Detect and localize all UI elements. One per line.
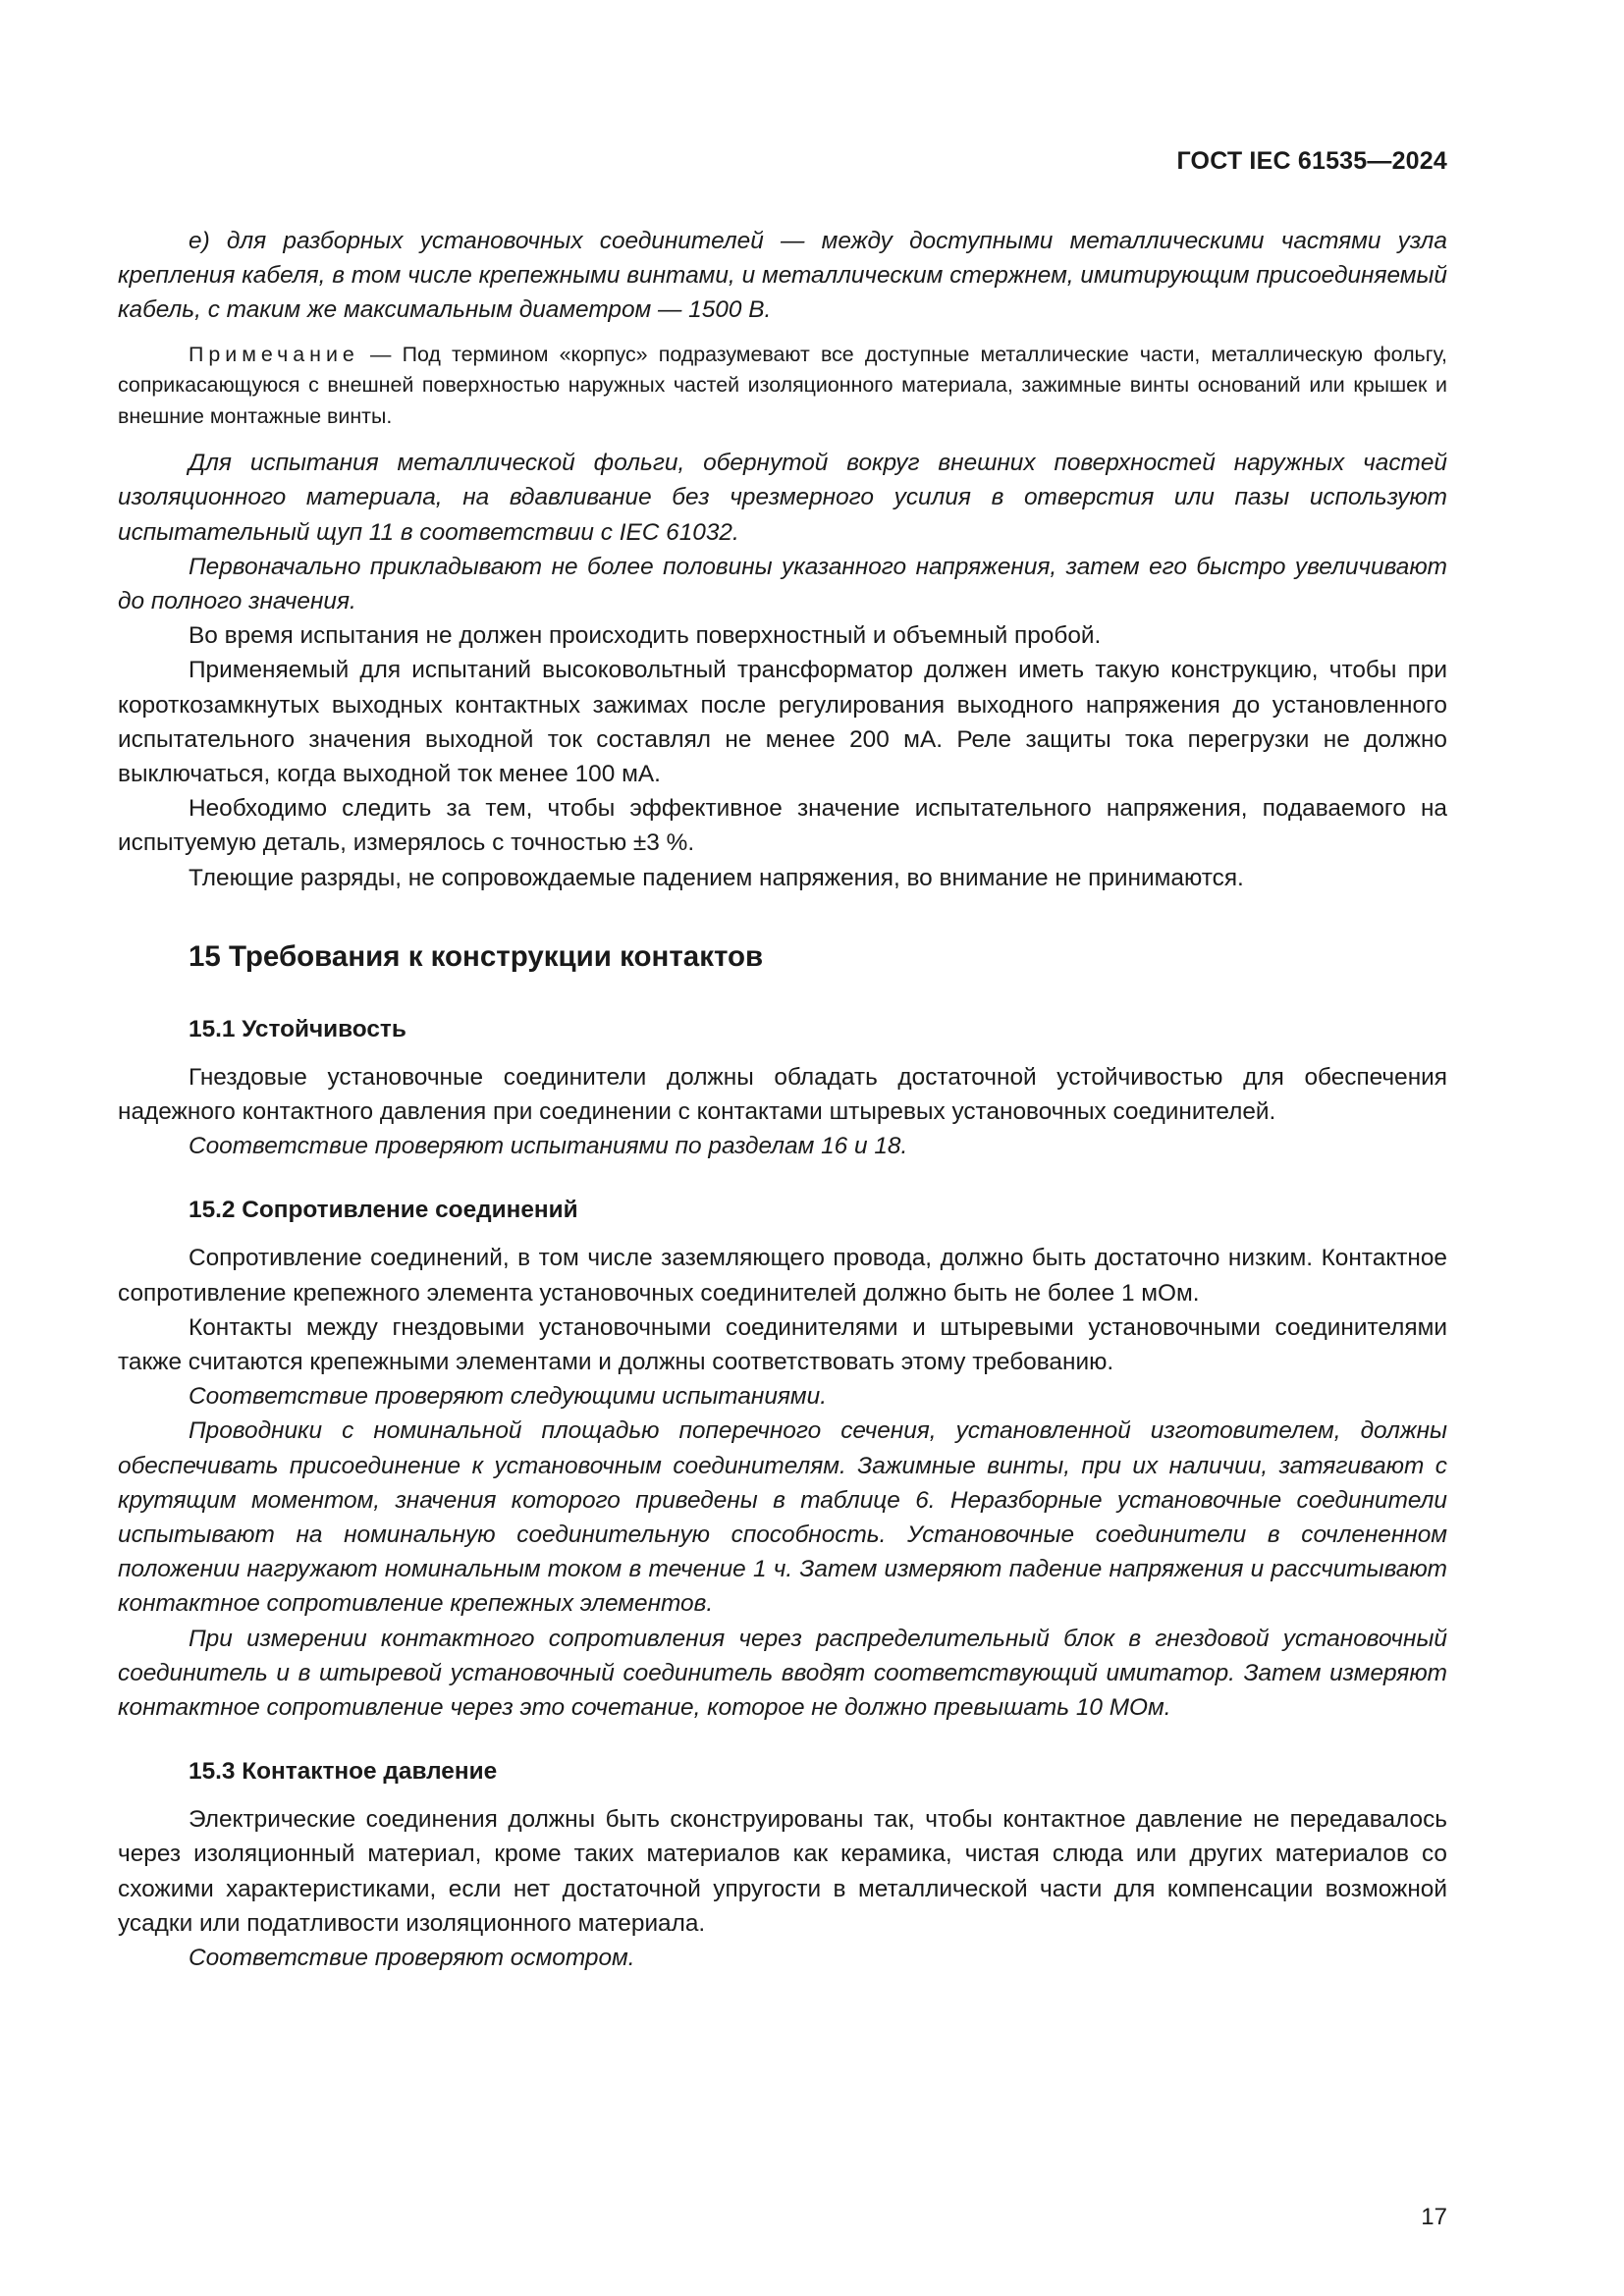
- paragraph-resistance: Сопротивление соединений, в том числе заземляющего провода, должно быть достаточно низким. Контактное сопротивление крепежного элемента установочных соединителей должно быть не более 1 мОм.: [118, 1245, 1447, 1307]
- page-content: [118, 224, 1447, 1975]
- paragraph-stability: Гнездовые установочные соединители должны обладать достаточной устойчивостью для обеспечения надежного контактного давления при соединении с контактами штыревых установочных соединителей.: [118, 1063, 1447, 1125]
- paragraph-foil-test: Для испытания металлической фольги, обернутой вокруг внешних поверхностей наружных частей изоляционного материала, на вдавливание без чрезмерного усилия в отверстия или пазы используют испытательный щуп 11 в соответствии с IEC 61032.: [118, 450, 1447, 546]
- page-number: 17: [1421, 2204, 1447, 2230]
- note-label: Примечание: [189, 342, 359, 366]
- section-heading-15: 15 Требования к конструкции контактов: [189, 939, 764, 973]
- paragraph-transformer: Применяемый для испытаний высоковольтный трансформатор должен иметь такую конструкцию, чтобы при короткозамкнутых выходных контактных зажимах после регулирования выходного напряжения до установленного испытательного значения выходной ток составлял не менее 200 мА. Реле защиты тока перегрузки не должно выключаться, когда выходной ток менее 100 мА.: [118, 657, 1447, 787]
- paragraph-accuracy: Необходимо следить за тем, чтобы эффективное значение испытательного напряжения, подаваемого на испытуемую деталь, измерялось с точностью ±3 %.: [118, 795, 1447, 857]
- paragraph-no-breakdown: Во время испытания не должен происходить поверхностный и объемный пробой.: [189, 622, 1102, 650]
- note-paragraph: [118, 340, 1447, 433]
- paragraph-item-e: е) для разборных установочных соединителей — между доступными металлическими частями узла крепления кабеля, в том числе крепежными винтами, и металлическим стержнем, имитирующим присоединяемый кабель, с таким же максимальным диаметром — 1500 В.: [118, 228, 1447, 324]
- paragraph-distribution-block: При измерении контактного сопротивления через распределительный блок в гнездовой установочный соединитель и в штыревой установочный соединитель вводят соответствующий имитатор. Затем измеряют контактное сопротивление через это сочетание, которое не должно превышать 10 МОм.: [118, 1625, 1447, 1721]
- paragraph-contacts-fastening: Контакты между гнездовыми установочными соединителями и штыревыми установочными соединителями также считаются крепежными элементами и должны соответствовать этому требованию.: [118, 1313, 1447, 1375]
- subsection-heading-15-2: 15.2 Сопротивление соединений: [189, 1197, 578, 1224]
- subsection-heading-15-1: 15.1 Устойчивость: [189, 1015, 406, 1042]
- document-id-header: ГОСТ IEC 61535—2024: [1176, 147, 1447, 175]
- paragraph-contact-pressure: Электрические соединения должны быть сконструированы так, чтобы контактное давление не передавалось через изоляционный материал, кроме таких материалов как керамика, чистая слюда или других материалов со схожими характеристиками, если нет достаточной упругости в металлической части для компенсации возможной усадки или податливости изоляционного материала.: [118, 1806, 1447, 1937]
- paragraph-compliance-16-18: Соответствие проверяют испытаниями по разделам 16 и 18.: [189, 1133, 908, 1160]
- paragraph-voltage-apply: Первоначально прикладывают не более половины указанного напряжения, затем его быстро увеличивают до полного значения.: [118, 553, 1447, 614]
- paragraph-compliance-inspection: Соответствие проверяют осмотром.: [189, 1945, 635, 1972]
- subsection-heading-15-3: 15.3 Контактное давление: [189, 1758, 498, 1786]
- paragraph-compliance-tests: Соответствие проверяют следующими испытаниями.: [189, 1383, 827, 1411]
- note-text: — Под термином «корпус» подразумевают все доступные металлические части, металлическую фольгу, соприкасающуюся с внешней поверхностью наружных частей изоляционного материала, зажимные винты оснований или крышек и внешние монтажные винты.: [118, 342, 1447, 428]
- paragraph-glow-discharge: Тлеющие разряды, не сопровождаемые падением напряжения, во внимание не принимаются.: [189, 864, 1244, 891]
- paragraph-conductors: Проводники с номинальной площадью поперечного сечения, установленной изготовителем, должны обеспечивать присоединение к установочным соединителям. Зажимные винты, при их наличии, затягивают с крутящим моментом, значения которого приведены в таблице 6. Неразборные установочные соединители испытывают на номинальную соединительную способность. Установочные соединители в сочлененном положении нагружают номинальным током в течение 1 ч. Затем измеряют падение напряжения и рассчитывают контактное сопротивление крепежных элементов.: [118, 1417, 1447, 1618]
